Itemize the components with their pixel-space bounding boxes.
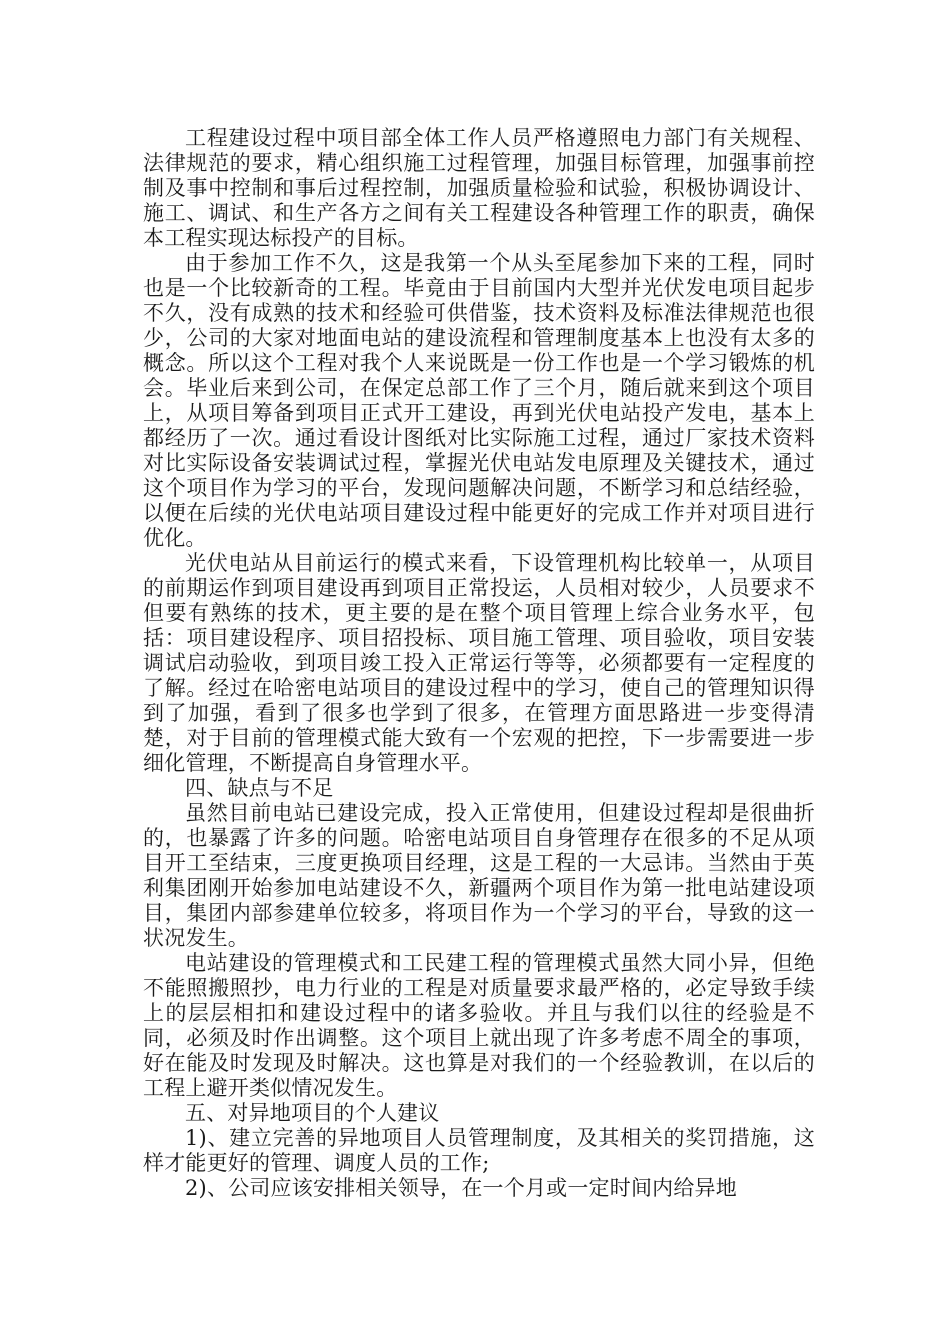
- paragraph-construction-management: 工程建设过程中项目部全体工作人员严格遵照电力部门有关规程、法律规范的要求，精心组织施工过程管理，加强目标管理，加强事前控制及事中控制和事后过程控制，加强质量检验和试验，积极协调设计、施工、调试、和生产各方之间有关工程建设各种管理工作的职责，确保本工程实现达标投产的目标。: [143, 126, 815, 250]
- paragraph-personal-experience: 由于参加工作不久，这是我第一个从头至尾参加下来的工程，同时也是一个比较新奇的工程。毕竟由于目前国内大型并光伏发电项目起步不久，没有成熟的技术和经验可供借鉴，技术资料及标准法律规范也很少，公司的大家对地面电站的建设流程和管理制度基本上也没有太多的概念。所以这个工程对我个人来说既是一份工作也是一个学习锻炼的机会。毕业后来到公司，在保定总部工作了三个月，随后就来到这个项目上，从项目筹备到项目正式开工建设，再到光伏电站投产发电，基本上都经历了一次。通过看设计图纸对比实际施工过程，通过厂家技术资料对比实际设备安装调试过程，掌握光伏电站发电原理及关键技术，通过这个项目作为学习的平台，发现问题解决问题，不断学习和总结经验，以便在后续的光伏电站项目建设过程中能更好的完成工作并对项目进行优化。: [143, 251, 815, 550]
- section-heading-shortcomings: 四、缺点与不足: [185, 776, 334, 800]
- section-heading-suggestions: 五、对异地项目的个人建议: [185, 1101, 440, 1125]
- suggestion-item-1: 1)、建立完善的异地项目人员管理制度，及其相关的奖罚措施，这样才能更好的管理、调度人员的工作;: [143, 1126, 815, 1175]
- paragraph-lessons: 电站建设的管理模式和工民建工程的管理模式虽然大同小异，但绝不能照搬照抄，电力行业的工程是对质量要求最严格的，必定导致手续上的层层相扣和建设过程中的诸多验收。并且与我们以往的经验是不同，必须及时作出调整。这个项目上就出现了许多考虑不周全的事项，好在能及时发现及时解决。这也算是对我们的一个经验教训，在以后的工程上避开类似情况发生。: [143, 951, 815, 1100]
- paragraph-problems: 虽然目前电站已建设完成，投入正常使用，但建设过程却是很曲折的，也暴露了许多的问题。哈密电站项目自身管理存在很多的不足从项目开工至结束，三度更换项目经理，这是工程的一大忌讳。当然由于英利集团刚开始参加电站建设不久，新疆两个项目作为第一批电站建设项目，集团内部参建单位较多，将项目作为一个学习的平台，导致的这一状况发生。: [143, 801, 815, 950]
- document-body: [143, 126, 815, 1201]
- paragraph-management-mode: 光伏电站从目前运行的模式来看，下设管理机构比较单一，从项目的前期运作到项目建设再到项目正常投运，人员相对较少，人员要求不但要有熟练的技术，更主要的是在整个项目管理上综合业务水平，包括：项目建设程序、项目招投标、项目施工管理、项目验收，项目安装调试启动验收，到项目竣工投入正常运行等等，必须都要有一定程度的了解。经过在哈密电站项目的建设过程中的学习，使自己的管理知识得到了加强，看到了很多也学到了很多，在管理方面思路进一步变得清楚，对于目前的管理模式能大致有一个宏观的把控，下一步需要进一步细化管理，不断提高自身管理水平。: [143, 551, 815, 775]
- suggestion-item-2: 2)、公司应该安排相关领导，在一个月或一定时间内给异地: [185, 1176, 737, 1200]
